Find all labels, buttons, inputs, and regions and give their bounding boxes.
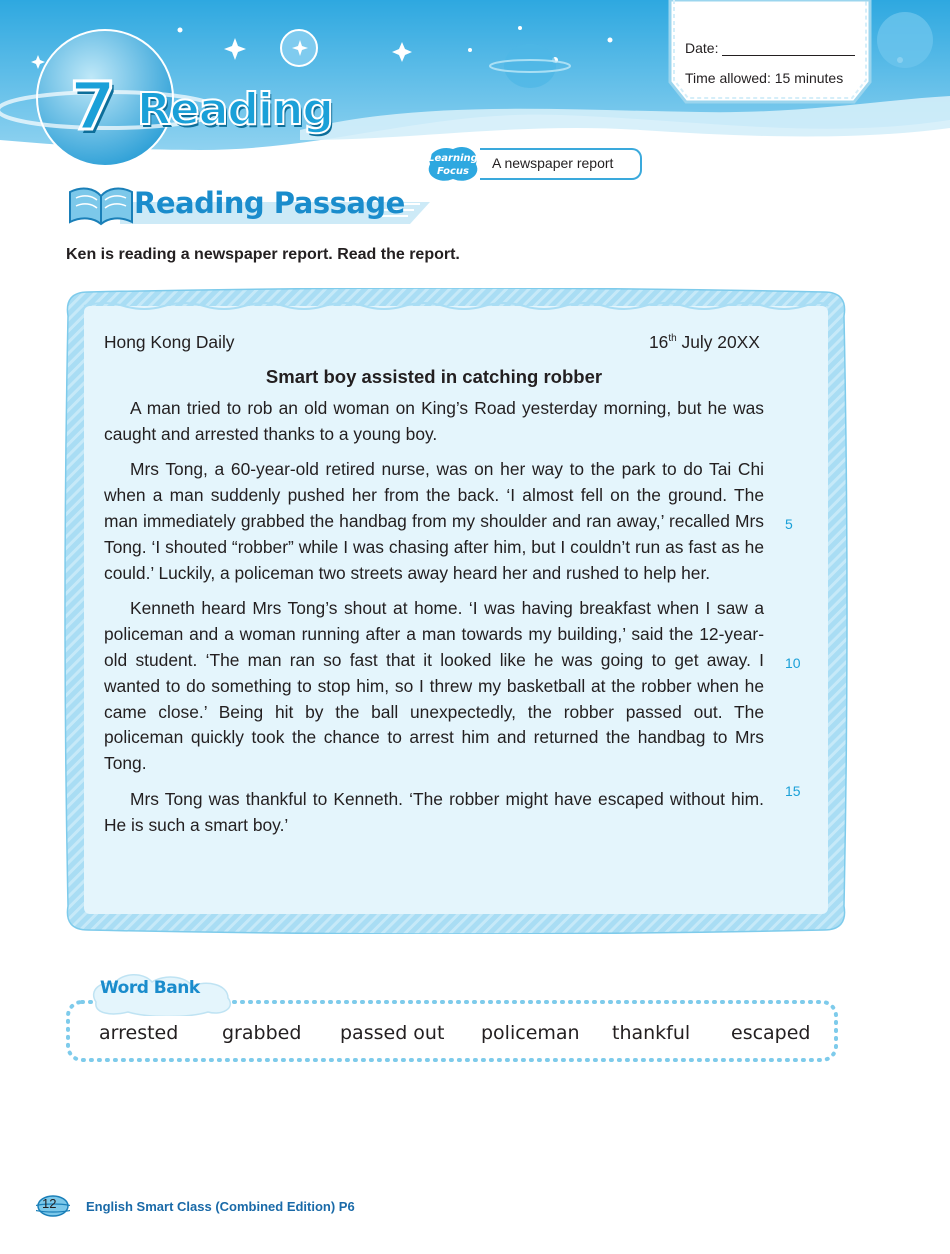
unit-title: Reading xyxy=(137,84,333,135)
date-label: Date: xyxy=(685,40,719,56)
paragraph-4: Mrs Tong was thankful to Kenneth. ‘The robber might have escaped without him. He is such a smart boy.’ xyxy=(104,788,764,835)
line-number-10: 10 xyxy=(785,655,801,671)
paragraph-1: A man tried to rob an old woman on King’s Road yesterday morning, but he was caught and arrested thanks to a young boy. xyxy=(104,397,764,444)
word-bank-title: Word Bank xyxy=(100,978,200,998)
svg-text:Focus: Focus xyxy=(437,166,469,177)
book-title: English Smart Class (Combined Edition) P6 xyxy=(86,1199,355,1214)
newspaper-name: Hong Kong Daily xyxy=(104,332,235,352)
line-number-5: 5 xyxy=(785,516,793,532)
report-date: 16th July 20XX xyxy=(649,332,760,352)
word-bank-item: arrested xyxy=(99,1022,179,1044)
section-title: Reading Passage xyxy=(134,186,405,220)
word-bank-item: thankful xyxy=(612,1022,691,1044)
line-number-15: 15 xyxy=(785,783,801,799)
learning-focus-text: A newspaper report xyxy=(492,155,614,171)
newspaper-report xyxy=(104,326,764,849)
word-bank-item: escaped xyxy=(731,1022,811,1044)
report-meta xyxy=(104,326,764,356)
learning-focus-badge xyxy=(423,142,483,186)
instruction: Ken is reading a newspaper report. Read the report. xyxy=(66,246,460,263)
word-bank-item: grabbed xyxy=(222,1022,302,1044)
word-bank-item: policeman xyxy=(481,1022,580,1044)
svg-text:Learning: Learning xyxy=(428,153,478,164)
book-icon xyxy=(66,178,136,228)
unit-number: 7 xyxy=(70,68,114,145)
word-bank-item: passed out xyxy=(340,1022,445,1044)
page-number: 12 xyxy=(42,1196,57,1211)
paragraph-2: Mrs Tong, a 60-year-old retired nurse, was on her way to the park to do Tai Chi when a man suddenly pushed her from the back. ‘I almost fell on the ground. The man immediately grabbed the handbag from my shoulder and ran away,’ recalled Mrs Tong. ‘I shouted “robber” while I was chasing after him, but I couldn’t run as fast as he could.’ Luckily, a policeman two streets away heard her and rushed to help her. xyxy=(104,459,764,583)
date-input-line[interactable] xyxy=(722,55,855,56)
report-headline: Smart boy assisted in catching robber xyxy=(265,366,603,387)
paragraph-3: Kenneth heard Mrs Tong’s shout at home. ‘I was having breakfast when I saw a policeman and a woman running after a man towards my building,’ said the 12-year-old student. ‘The man ran so fast that it looked like he was going to get away. I wanted to do something to stop him, so I threw my basketball at the robber when he came close.’ Being hit by the ball unexpectedly, the robber passed out. The policeman quickly took the chance to arrest him and returned the handbag to Mrs Tong. xyxy=(104,598,764,774)
time-allowed: Time allowed: 15 minutes xyxy=(685,70,844,86)
